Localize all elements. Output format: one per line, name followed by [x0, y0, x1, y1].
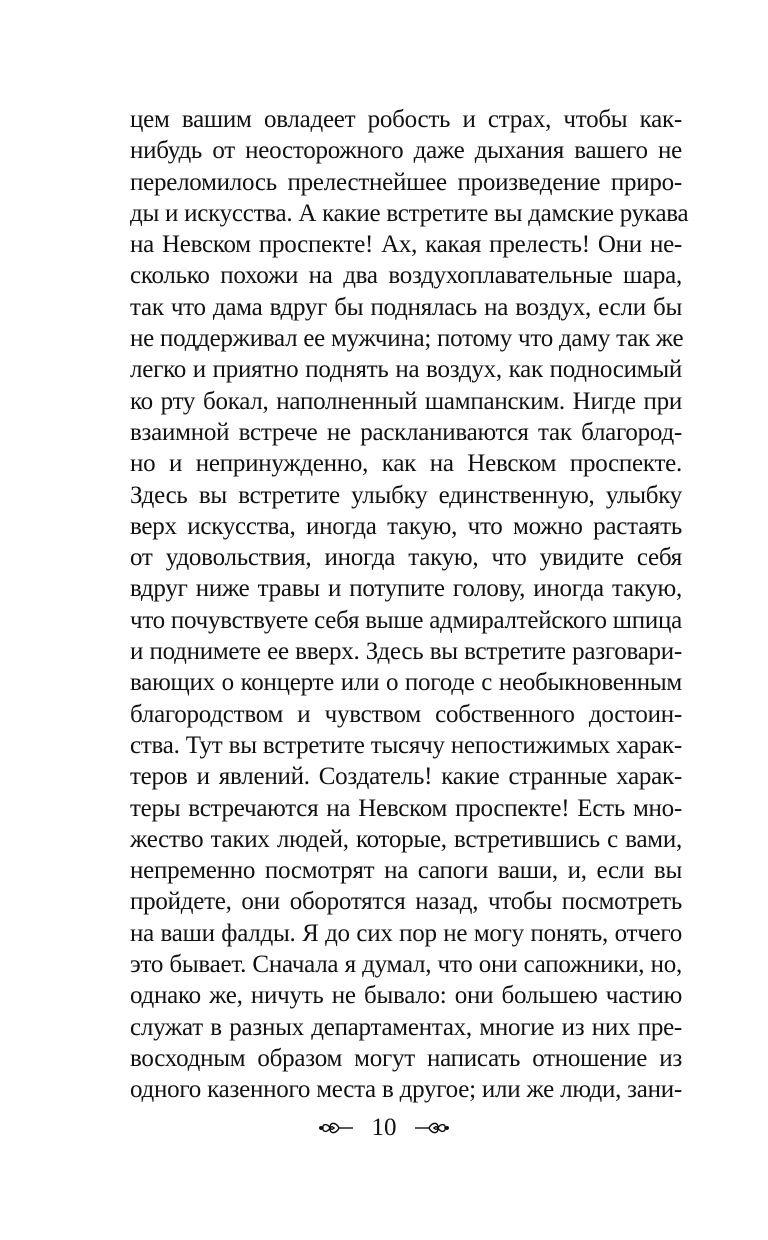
- text-line: теры встречаются на Невском проспекте! Есть мно-: [130, 794, 682, 822]
- text-line: взаимной встрече не раскланиваются так благород-: [130, 418, 682, 446]
- text-line: вдруг ниже травы и потупите голову, иногда такую,: [130, 575, 682, 603]
- text-line: цем вашим овладеет робость и страх, чтобы как-: [130, 106, 682, 133]
- text-line: от удовольствия, иногда такую, что увидите себя: [130, 544, 682, 572]
- text-line: верх искусства, иногда такую, что можно растаять: [130, 512, 682, 540]
- text-line: переломилось прелестнейшее произведение приро-: [130, 168, 682, 196]
- text-line: служат в разных департаментах, многие из них пре-: [130, 1013, 682, 1041]
- text-line: вающих о концерте или о погоде с необыкновенным: [130, 669, 682, 697]
- text-line: ко рту бокал, наполненный шампанским. Нигде при: [130, 387, 682, 415]
- text-line: пройдете, они оборотятся назад, чтобы посмотреть: [130, 888, 682, 916]
- text-line: и поднимете ее вверх. Здесь вы встретите разговари-: [130, 638, 682, 666]
- text-line: ства. Тут вы встретите тысячу непостижимых харак-: [130, 731, 682, 759]
- text-line: Здесь вы встретите улыбку единственную, улыбку: [130, 481, 682, 509]
- text-line: так что дама вдруг бы поднялась на воздух, если бы: [130, 293, 682, 321]
- text-line: ды и искусства. А какие встретите вы дамские рукава: [130, 199, 689, 227]
- fleuron-right-icon: [413, 1119, 449, 1137]
- text-line: это бывает. Сначала я думал, что они сапожники, но,: [130, 951, 682, 979]
- text-line: однако же, ничуть не бывало: они большею частию: [130, 982, 682, 1010]
- text-line: восходным образом могут написать отношение из: [130, 1044, 682, 1072]
- text-line: не поддерживал ее мужчина; потому что даму так же: [130, 325, 684, 353]
- text-line: что почувствуете себя выше адмиралтейского шпица: [130, 606, 682, 634]
- text-line: непременно посмотрят на сапоги ваши, и, если вы: [130, 857, 682, 885]
- body-text: [130, 104, 689, 1106]
- text-line: но и непринужденно, как на Невском проспекте.: [130, 450, 682, 478]
- text-line: благородством и чувством собственного достоин-: [130, 700, 682, 728]
- text-line: жество таких людей, которые, встретившись с вами,: [130, 825, 682, 853]
- text-line: нибудь от неосторожного даже дыхания вашего не: [130, 137, 682, 165]
- text-line: легко и приятно поднять на воздух, как подносимый: [130, 356, 682, 384]
- text-line: одного казенного места в другое; или же люди, зани-: [130, 1076, 682, 1104]
- text-line: сколько похожи на два воздухоплавательные шара,: [130, 262, 682, 290]
- page-number: 10: [371, 1114, 397, 1142]
- page-footer: [0, 1112, 768, 1143]
- fleuron-left-icon: [319, 1119, 355, 1137]
- text-line: теров и явлений. Создатель! какие странные харак-: [130, 763, 682, 791]
- text-line: на Невском проспекте! Ах, какая прелесть! Они не-: [130, 231, 682, 259]
- text-line: на ваши фалды. Я до сих пор не могу понять, отчего: [130, 919, 682, 947]
